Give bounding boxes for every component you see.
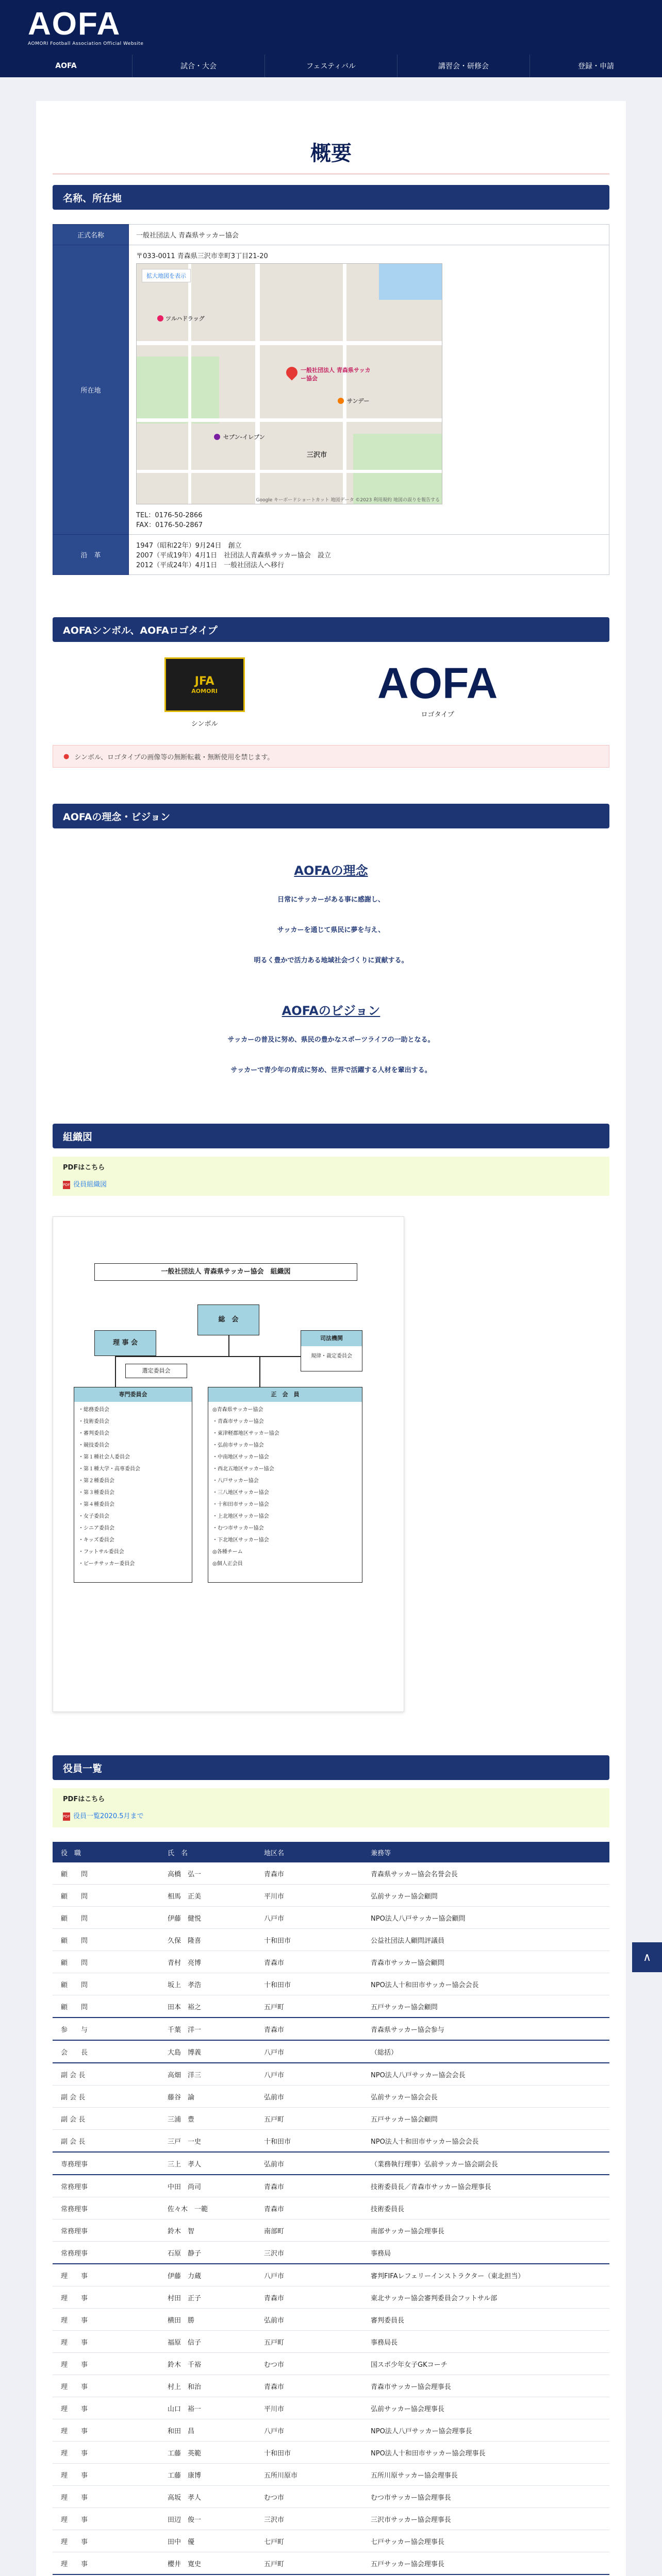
nav-item-courses[interactable]: 講習会・研修会 [397, 55, 529, 77]
table-row [53, 2175, 609, 2197]
officer-name: 鈴木 千裕 [159, 2353, 256, 2375]
officer-concurrent: 青森市サッカー協会顧問 [362, 1951, 609, 1973]
logotype-caption: ロゴタイプ [421, 711, 454, 719]
value-name: 一般社団法人 青森県サッカー協会 [129, 225, 609, 245]
map-road [137, 418, 442, 422]
officer-position: 顧 問 [53, 1929, 159, 1951]
org-list-item: ◎各種チーム [212, 1549, 243, 1555]
officer-position: 理 事 [53, 2552, 159, 2575]
officer-concurrent: 五戸サッカー協会顧問 [362, 2108, 609, 2130]
table-row [53, 2018, 609, 2040]
org-list-item: ・第４種委員会 [78, 1502, 114, 1507]
pdf-heading: PDFはこちら [63, 1164, 105, 1172]
vision-line: サッカーで青少年の育成に努め、世界で活躍する人材を輩出する。 [230, 1066, 432, 1074]
symbol-caption: シンボル [191, 720, 218, 728]
table-row [53, 2508, 609, 2530]
label-history: 沿 革 [53, 535, 129, 575]
officer-position: 顧 問 [53, 1862, 159, 1885]
officer-name: 横田 勝 [159, 2309, 256, 2331]
officer-position: 理 事 [53, 2508, 159, 2530]
table-row [53, 2086, 609, 2108]
officer-area: 五戸町 [256, 2331, 362, 2353]
vision-line: サッカーの普及に努め、県民の豊かなスポーツライフの一助となる。 [227, 1036, 435, 1044]
org-list-item: ・第３種委員会 [78, 1490, 114, 1496]
note-text: シンボル、ロゴタイプの画像等の無断転載・無断使用を禁じます。 [74, 753, 274, 761]
officer-area: 十和田市 [256, 2442, 362, 2464]
officer-name: 三戸 一史 [159, 2130, 256, 2153]
org-sokai: 総 会 [197, 1304, 259, 1335]
officer-concurrent: 弘前サッカー協会会長 [362, 2086, 609, 2108]
table-row [53, 2552, 609, 2575]
officer-position: 理 事 [53, 2442, 159, 2464]
officer-area: 青森市 [256, 1862, 362, 1885]
officer-concurrent: 審判委員長 [362, 2309, 609, 2331]
org-list-item: ・総務委員会 [78, 1407, 109, 1413]
table-row [53, 2309, 609, 2331]
officer-position: 理 事 [53, 2375, 159, 2397]
officer-name: 伊藤 力蔵 [159, 2264, 256, 2286]
nav-item-festival[interactable]: フェスティバル [264, 55, 397, 77]
table-row [53, 2264, 609, 2286]
org-list-item: ・審判委員会 [78, 1431, 109, 1436]
officer-concurrent: 東北サッカー協会審判委員会フットサル部 [362, 2286, 609, 2309]
officer-concurrent: 青森県サッカー協会参与 [362, 2018, 609, 2040]
table-row [53, 2331, 609, 2353]
officer-concurrent: 五戸サッカー協会理事長 [362, 2552, 609, 2575]
table-row [53, 2219, 609, 2242]
officer-position: 顧 問 [53, 1951, 159, 1973]
table-row [53, 2197, 609, 2219]
officer-concurrent: NPO法人十和田市サッカー協会会長 [362, 1973, 609, 1995]
page-title: 概要 [310, 142, 352, 165]
officer-position: 副 会 長 [53, 2108, 159, 2130]
officer-name: 中田 尚司 [159, 2175, 256, 2197]
org-list-item: ・東津軽郡地区サッカー協会 [212, 1431, 279, 1436]
org-kaiin-list [212, 1404, 362, 1570]
site-logo[interactable] [28, 7, 143, 46]
org-list-item: ・中南地区サッカー協会 [212, 1454, 269, 1460]
back-to-top-button[interactable]: ∧ [632, 1942, 662, 1972]
table-row [53, 2108, 609, 2130]
officer-area: 平川市 [256, 1885, 362, 1907]
table-row [53, 1862, 609, 1885]
col-header-position: 役 職 [53, 1842, 159, 1862]
officer-area: 十和田市 [256, 2130, 362, 2153]
section-heading-officers: 役員一覧 [53, 1755, 609, 1780]
logotype-block [377, 657, 498, 735]
google-map[interactable] [136, 263, 442, 504]
info-table [53, 224, 609, 575]
org-list-item: ・競技委員会 [78, 1443, 109, 1448]
officer-concurrent: 弘前サッカー協会理事長 [362, 2397, 609, 2419]
officer-name: 和田 昌 [159, 2419, 256, 2442]
officer-concurrent: 事務局 [362, 2242, 609, 2264]
table-row [53, 2419, 609, 2442]
shop-marker-icon[interactable] [157, 315, 163, 321]
officer-concurrent: NPO法人十和田市サッカー協会会長 [362, 2130, 609, 2153]
map-road [137, 341, 442, 345]
officer-area: 八戸市 [256, 2264, 362, 2286]
officer-concurrent: 事務局長 [362, 2331, 609, 2353]
org-list-item: ・弘前市サッカー協会 [212, 1443, 264, 1448]
officer-position: 常務理事 [53, 2197, 159, 2219]
officer-concurrent: 五戸サッカー協会顧問 [362, 1995, 609, 2018]
org-kaiin-title: 正 会 員 [208, 1387, 362, 1402]
officer-concurrent: むつ市サッカー協会理事長 [362, 2486, 609, 2508]
org-list-item: ・ビーチサッカー委員会 [78, 1561, 135, 1567]
symbols-row [98, 657, 564, 735]
officer-area: 青森市 [256, 2197, 362, 2219]
officer-concurrent: 三沢市サッカー協会理事長 [362, 2508, 609, 2530]
global-nav [0, 55, 662, 77]
table-row [53, 2486, 609, 2508]
org-pdf-link[interactable] [63, 1179, 599, 1189]
map-enlarge-button[interactable]: 拡大地図を表示 [142, 269, 191, 282]
officer-position: 顧 問 [53, 1885, 159, 1907]
org-connector [115, 1356, 116, 1387]
officer-position: 副 会 長 [53, 2086, 159, 2108]
nav-item-matches[interactable]: 試合・大会 [132, 55, 264, 77]
table-row [53, 2530, 609, 2552]
officers-pdf-box [53, 1788, 609, 1827]
officer-area: 三沢市 [256, 2242, 362, 2264]
officer-name: 村田 正子 [159, 2286, 256, 2309]
officer-concurrent: 七戸サッカー協会理事長 [362, 2530, 609, 2552]
value-fax: FAX：0176-50-2867 [136, 521, 203, 529]
officer-name: 福原 信子 [159, 2331, 256, 2353]
philosophy-line: 明るく豊かで活力ある地域社会づくりに貢献する。 [254, 957, 408, 964]
philosophy-line: 日常にサッカーがある事に感謝し、 [277, 896, 385, 904]
org-list-item: ・西北五地区サッカー協会 [212, 1466, 274, 1472]
map-road [343, 264, 346, 504]
section-heading-org: 組織図 [53, 1124, 609, 1148]
org-list-item: ・青森市サッカー協会 [212, 1419, 264, 1425]
officer-name: 伊藤 健悦 [159, 1907, 256, 1929]
logo-mark: AOFA [28, 6, 121, 42]
org-shiho-sub: 規律・裁定委員会 [311, 1353, 352, 1359]
map-place-label: サンデー [347, 398, 370, 404]
nav-item-aofa[interactable]: AOFA [55, 62, 77, 70]
officer-area: 青森市 [256, 2175, 362, 2197]
officer-area: 弘前市 [256, 2152, 362, 2175]
label-name: 正式名称 [53, 225, 129, 245]
officer-concurrent: 技術委員長 [362, 2197, 609, 2219]
officer-concurrent: NPO法人八戸サッカー協会顧問 [362, 1907, 609, 1929]
officer-concurrent: 五所川原サッカー協会理事長 [362, 2464, 609, 2486]
officer-area: 八戸市 [256, 1907, 362, 1929]
table-row [53, 2063, 609, 2086]
table-row [53, 1907, 609, 1929]
table-row [53, 2442, 609, 2464]
officer-concurrent: NPO法人十和田市サッカー協会理事長 [362, 2442, 609, 2464]
logotype-image: AOFA [377, 659, 498, 707]
officer-area: 十和田市 [256, 1973, 362, 1995]
officer-name: 高橋 弘一 [159, 1862, 256, 1885]
officer-position: 常務理事 [53, 2219, 159, 2242]
org-list-item: ・十和田市サッカー協会 [212, 1502, 269, 1507]
officer-concurrent: NPO法人八戸サッカー協会会長 [362, 2063, 609, 2086]
table-row [53, 1995, 609, 2018]
org-list-item: ・フットサル委員会 [78, 1549, 124, 1555]
org-pdf-link-text: 役員組織図 [73, 1181, 107, 1189]
officer-position: 顧 問 [53, 1907, 159, 1929]
officer-area: むつ市 [256, 2486, 362, 2508]
vision-title: AOFAのビジョン [282, 1004, 380, 1018]
officer-name: 鈴木 智 [159, 2219, 256, 2242]
org-list-item: ・シニア委員会 [78, 1526, 114, 1531]
officer-position: 理 事 [53, 2419, 159, 2442]
org-list-item: ・むつ市サッカー協会 [212, 1526, 264, 1531]
label-address: 所在地 [53, 245, 129, 535]
org-chart-title: 一般社団法人 青森県サッカー協会 組織図 [94, 1263, 357, 1281]
table-row [53, 1951, 609, 1973]
officer-area: 青森市 [256, 1951, 362, 1973]
table-row [53, 2353, 609, 2375]
officer-area: むつ市 [256, 2353, 362, 2375]
officer-name: 山口 裕一 [159, 2397, 256, 2419]
jfa-emblem-text: JFA [194, 675, 214, 688]
org-shiho-title: 司法機関 [301, 1331, 362, 1346]
officers-table [53, 1842, 609, 2576]
nav-item-registration[interactable]: 登録・申請 [529, 55, 662, 77]
table-row [53, 2286, 609, 2309]
map-pin-label: 一般社団法人 青森県サッカー協会 [301, 367, 371, 382]
pdf-heading: PDFはこちら [63, 1795, 105, 1803]
jfa-symbol-image [164, 657, 245, 712]
officer-position: 常務理事 [53, 2242, 159, 2264]
officers-table-body [53, 1862, 609, 2576]
officer-area: 青森市 [256, 2375, 362, 2397]
org-connector [259, 1356, 260, 1387]
officer-area: 弘前市 [256, 2309, 362, 2331]
history-cell [129, 535, 609, 575]
philosophy-title: AOFAの理念 [294, 863, 368, 878]
officer-position: 理 事 [53, 2286, 159, 2309]
jfa-emblem-sub: AOMORI [191, 688, 218, 694]
org-list-item: ◎個人正会員 [212, 1561, 243, 1567]
map-park [137, 357, 219, 423]
org-list-item: ・上北地区サッカー協会 [212, 1514, 269, 1519]
officer-area: 五戸町 [256, 2552, 362, 2575]
col-header-area: 地区名 [256, 1842, 362, 1862]
officer-area: 五戸町 [256, 1995, 362, 2018]
org-list-item: ・キッズ委員会 [78, 1537, 114, 1543]
map-road [188, 264, 191, 504]
main-content [36, 101, 626, 2576]
officers-pdf-link[interactable] [63, 1810, 599, 1821]
officer-name: 田辺 俊一 [159, 2508, 256, 2530]
officer-concurrent: 国スポ少年女子GKコーチ [362, 2353, 609, 2375]
officer-concurrent: （総括） [362, 2040, 609, 2063]
officer-position: 理 事 [53, 2264, 159, 2286]
org-list-item: ・八戸サッカー協会 [212, 1478, 259, 1484]
officer-concurrent: 審判FIFAレフェリーインストラクター（東北担当） [362, 2264, 609, 2286]
officer-name: 坂上 孝浩 [159, 1973, 256, 1995]
officer-name: 大島 博義 [159, 2040, 256, 2063]
officer-concurrent: 青森県サッカー協会名誉会長 [362, 1862, 609, 1885]
officer-concurrent: （業務執行理事）弘前サッカー協会副会長 [362, 2152, 609, 2175]
col-header-concurrent: 兼務等 [362, 1842, 609, 1862]
officers-pdf-link-text: 役員一覧2020.5月まで [73, 1812, 144, 1820]
org-rijikai: 理 事 会 [94, 1330, 156, 1356]
map-road [137, 470, 442, 473]
officer-name: 佐々木 一範 [159, 2197, 256, 2219]
officer-name: 工藤 康博 [159, 2464, 256, 2486]
table-row [53, 2397, 609, 2419]
org-list-item: ・第２種委員会 [78, 1478, 114, 1484]
officer-area: 十和田市 [256, 1929, 362, 1951]
philosophy-block [36, 860, 626, 1074]
section-heading-symbols: AOFAシンボル、AOFAロゴタイプ [53, 617, 609, 642]
officer-position: 顧 問 [53, 1973, 159, 1995]
org-senmon-title: 専門委員会 [74, 1387, 192, 1402]
officer-position: 副 会 長 [53, 2130, 159, 2153]
officer-position: 理 事 [53, 2530, 159, 2552]
officer-area: 青森市 [256, 2018, 362, 2040]
table-row [53, 2464, 609, 2486]
address-cell [129, 245, 609, 535]
org-list-item: ・技術委員会 [78, 1419, 109, 1425]
map-road [255, 264, 260, 504]
officer-position: 専務理事 [53, 2152, 159, 2175]
table-row [53, 2130, 609, 2153]
section-heading-location: 名称、所在地 [53, 185, 609, 210]
copyright-note [53, 745, 609, 768]
history-item: 2012（平成24年）4月1日 一般社団法人へ移行 [136, 562, 285, 569]
officer-position: 理 事 [53, 2331, 159, 2353]
org-connector [228, 1335, 229, 1356]
table-row [53, 1885, 609, 1907]
map-place-label: ツルハドラッグ [166, 315, 205, 322]
officer-concurrent: 南部サッカー協会理事長 [362, 2219, 609, 2242]
table-row [53, 2375, 609, 2397]
shop-marker-icon[interactable] [338, 398, 344, 404]
map-city-label: 三沢市 [307, 451, 327, 459]
officer-name: 藤谷 論 [159, 2086, 256, 2108]
officer-position: 副 会 長 [53, 2063, 159, 2086]
officer-name: 村上 和治 [159, 2375, 256, 2397]
pdf-icon: PDF [63, 1181, 70, 1189]
officer-area: 青森市 [256, 2286, 362, 2309]
officer-area: 三沢市 [256, 2508, 362, 2530]
officer-area: 八戸市 [256, 2063, 362, 2086]
officer-position: 会 長 [53, 2040, 159, 2063]
officer-name: 櫻井 寛史 [159, 2552, 256, 2575]
org-shiho [301, 1330, 362, 1371]
officer-concurrent: 弘前サッカー協会顧問 [362, 1885, 609, 1907]
officer-position: 理 事 [53, 2486, 159, 2508]
officer-name: 三上 孝人 [159, 2152, 256, 2175]
officer-area: 八戸市 [256, 2040, 362, 2063]
officer-concurrent: 技術委員長／青森市サッカー協会理事長 [362, 2175, 609, 2197]
map-water [379, 264, 442, 300]
officer-position: 常務理事 [53, 2175, 159, 2197]
org-kaiin [208, 1387, 362, 1583]
value-address: 〒033-0011 青森県三沢市幸町3丁目21-20 [136, 252, 268, 260]
org-list-item: ・第１種大学・高専委員会 [78, 1466, 140, 1472]
table-row [53, 2242, 609, 2264]
history-item: 1947（昭和22年）9月24日 創立 [136, 542, 242, 550]
officer-area: 南部町 [256, 2219, 362, 2242]
org-pdf-box [53, 1157, 609, 1196]
officer-concurrent: NPO法人八戸サッカー協会理事長 [362, 2419, 609, 2442]
officer-position: 理 事 [53, 2464, 159, 2486]
officer-position: 理 事 [53, 2309, 159, 2331]
officer-name: 久保 隆喜 [159, 1929, 256, 1951]
officer-name: 相馬 正美 [159, 1885, 256, 1907]
officer-position: 理 事 [53, 2397, 159, 2419]
officer-concurrent: 公益社団法人顧問評議員 [362, 1929, 609, 1951]
table-row [53, 1973, 609, 1995]
officer-name: 田本 裕之 [159, 1995, 256, 2018]
officer-position: 参 与 [53, 2018, 159, 2040]
map-place-label: セブン-イレブン [223, 434, 265, 440]
officer-area: 七戸町 [256, 2530, 362, 2552]
org-list-item: ◎青森県サッカー協会 [212, 1407, 263, 1413]
symbol-block [164, 657, 245, 735]
officer-name: 千葉 洋一 [159, 2018, 256, 2040]
officer-name: 三浦 豊 [159, 2108, 256, 2130]
officer-name: 田中 優 [159, 2530, 256, 2552]
org-kanji: 選定委員会 [125, 1364, 187, 1378]
section-heading-philosophy: AOFAの理念・ビジョン [53, 804, 609, 828]
logo-subtitle: AOMORI Football Association Official Website [28, 41, 144, 46]
table-row [53, 1929, 609, 1951]
map-credit: Google キーボードショートカット 地図データ ©2023 利用規約 地図の誤りを報告する [256, 498, 440, 503]
officer-name: 青村 亮博 [159, 1951, 256, 1973]
org-senmon-list [78, 1404, 192, 1570]
officer-area: 八戸市 [256, 2419, 362, 2442]
org-list-item: ・第１種社会人委員会 [78, 1454, 130, 1460]
location-pin-icon[interactable] [284, 364, 300, 380]
philosophy-line: サッカーを通じて県民に夢を与え、 [277, 926, 385, 934]
org-list-item: ・女子委員会 [78, 1514, 109, 1519]
col-header-name: 氏 名 [159, 1842, 256, 1862]
officer-name: 石原 静子 [159, 2242, 256, 2264]
history-item: 2007（平成19年）4月1日 社団法人青森県サッカー協会 設立 [136, 552, 331, 560]
shop-marker-icon[interactable] [214, 434, 220, 440]
officer-position: 顧 問 [53, 1995, 159, 2018]
table-row [53, 2152, 609, 2175]
pdf-icon: PDF [63, 1812, 70, 1821]
site-header [0, 0, 662, 77]
org-senmon [74, 1387, 192, 1583]
map-park-2 [353, 434, 442, 504]
officer-name: 高畑 洋三 [159, 2063, 256, 2086]
officer-area: 五戸町 [256, 2108, 362, 2130]
officer-concurrent: 青森市サッカー協会理事長 [362, 2375, 609, 2397]
value-tel: TEL：0176-50-2866 [136, 512, 203, 519]
org-chart [53, 1216, 404, 1712]
officer-position: 理 事 [53, 2353, 159, 2375]
org-list-item: ・三八地区サッカー協会 [212, 1490, 269, 1496]
officer-area: 五所川原市 [256, 2464, 362, 2486]
table-row [53, 2040, 609, 2063]
warning-icon: ● [63, 752, 70, 760]
org-list-item: ・下北地区サッカー協会 [212, 1537, 269, 1543]
officer-area: 弘前市 [256, 2086, 362, 2108]
officer-name: 高坂 孝人 [159, 2486, 256, 2508]
officer-name: 工藤 英範 [159, 2442, 256, 2464]
officer-area: 平川市 [256, 2397, 362, 2419]
